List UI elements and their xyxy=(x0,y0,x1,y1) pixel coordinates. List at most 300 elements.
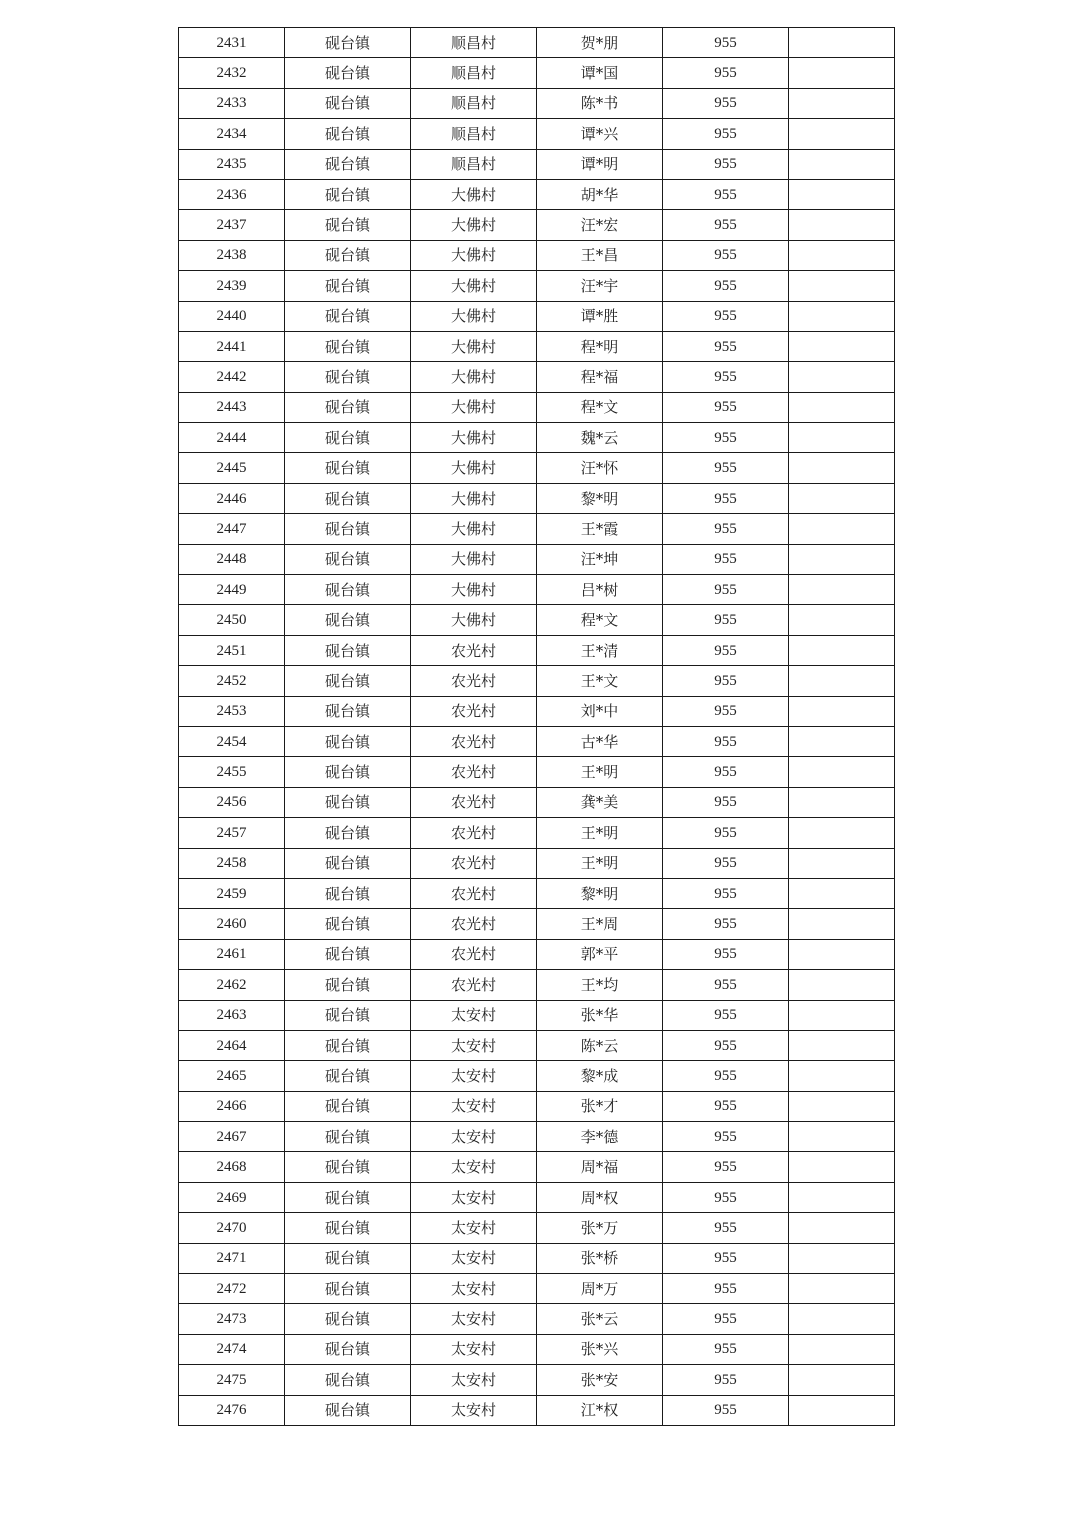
cell-amount: 955 xyxy=(663,483,789,513)
cell-village: 太安村 xyxy=(411,1395,537,1425)
cell-amount: 955 xyxy=(663,1091,789,1121)
cell-note xyxy=(789,605,895,635)
table-row xyxy=(179,1395,895,1425)
cell-amount: 955 xyxy=(663,149,789,179)
cell-note xyxy=(789,1182,895,1212)
cell-note xyxy=(789,1091,895,1121)
cell-name: 谭*明 xyxy=(537,149,663,179)
cell-amount: 955 xyxy=(663,1243,789,1273)
cell-town: 砚台镇 xyxy=(285,1091,411,1121)
cell-note xyxy=(789,635,895,665)
table-row xyxy=(179,1061,895,1091)
cell-village: 大佛村 xyxy=(411,362,537,392)
cell-serial-number: 2458 xyxy=(179,848,285,878)
cell-name: 程*文 xyxy=(537,392,663,422)
table-row xyxy=(179,666,895,696)
cell-name: 周*福 xyxy=(537,1152,663,1182)
cell-town: 砚台镇 xyxy=(285,1365,411,1395)
cell-amount: 955 xyxy=(663,1152,789,1182)
table-row xyxy=(179,1334,895,1364)
cell-serial-number: 2438 xyxy=(179,240,285,270)
cell-town: 砚台镇 xyxy=(285,575,411,605)
table-row xyxy=(179,119,895,149)
table-row xyxy=(179,58,895,88)
table-row xyxy=(179,1000,895,1030)
cell-amount: 955 xyxy=(663,423,789,453)
cell-name: 黎*明 xyxy=(537,483,663,513)
cell-amount: 955 xyxy=(663,331,789,361)
cell-name: 汪*宏 xyxy=(537,210,663,240)
cell-name: 张*桥 xyxy=(537,1243,663,1273)
cell-serial-number: 2449 xyxy=(179,575,285,605)
cell-town: 砚台镇 xyxy=(285,1334,411,1364)
cell-note xyxy=(789,1395,895,1425)
cell-note xyxy=(789,696,895,726)
cell-village: 农光村 xyxy=(411,970,537,1000)
cell-town: 砚台镇 xyxy=(285,179,411,209)
cell-name: 汪*怀 xyxy=(537,453,663,483)
cell-serial-number: 2440 xyxy=(179,301,285,331)
cell-town: 砚台镇 xyxy=(285,119,411,149)
cell-village: 太安村 xyxy=(411,1213,537,1243)
cell-town: 砚台镇 xyxy=(285,1152,411,1182)
cell-name: 胡*华 xyxy=(537,179,663,209)
table-row xyxy=(179,878,895,908)
cell-amount: 955 xyxy=(663,119,789,149)
cell-serial-number: 2471 xyxy=(179,1243,285,1273)
cell-name: 程*文 xyxy=(537,605,663,635)
cell-village: 太安村 xyxy=(411,1061,537,1091)
table-row xyxy=(179,970,895,1000)
cell-town: 砚台镇 xyxy=(285,331,411,361)
cell-note xyxy=(789,787,895,817)
cell-name: 张*兴 xyxy=(537,1334,663,1364)
cell-amount: 955 xyxy=(663,1122,789,1152)
cell-serial-number: 2462 xyxy=(179,970,285,1000)
cell-town: 砚台镇 xyxy=(285,848,411,878)
cell-serial-number: 2443 xyxy=(179,392,285,422)
cell-note xyxy=(789,1030,895,1060)
table-row xyxy=(179,1304,895,1334)
cell-serial-number: 2464 xyxy=(179,1030,285,1060)
cell-serial-number: 2457 xyxy=(179,818,285,848)
cell-note xyxy=(789,757,895,787)
cell-note xyxy=(789,1061,895,1091)
cell-name: 王*明 xyxy=(537,848,663,878)
cell-note xyxy=(789,271,895,301)
cell-note xyxy=(789,544,895,574)
cell-note xyxy=(789,240,895,270)
cell-serial-number: 2445 xyxy=(179,453,285,483)
cell-town: 砚台镇 xyxy=(285,1061,411,1091)
cell-name: 陈*书 xyxy=(537,88,663,118)
cell-note xyxy=(789,848,895,878)
cell-serial-number: 2463 xyxy=(179,1000,285,1030)
cell-name: 龚*美 xyxy=(537,787,663,817)
cell-name: 张*云 xyxy=(537,1304,663,1334)
cell-village: 太安村 xyxy=(411,1243,537,1273)
cell-note xyxy=(789,119,895,149)
cell-amount: 955 xyxy=(663,1182,789,1212)
cell-village: 顺昌村 xyxy=(411,119,537,149)
cell-amount: 955 xyxy=(663,544,789,574)
cell-village: 太安村 xyxy=(411,1030,537,1060)
cell-note xyxy=(789,1274,895,1304)
cell-amount: 955 xyxy=(663,1061,789,1091)
cell-town: 砚台镇 xyxy=(285,605,411,635)
cell-note xyxy=(789,1000,895,1030)
cell-amount: 955 xyxy=(663,939,789,969)
cell-town: 砚台镇 xyxy=(285,149,411,179)
cell-town: 砚台镇 xyxy=(285,423,411,453)
cell-name: 张*华 xyxy=(537,1000,663,1030)
cell-serial-number: 2433 xyxy=(179,88,285,118)
cell-serial-number: 2472 xyxy=(179,1274,285,1304)
table-row xyxy=(179,787,895,817)
cell-town: 砚台镇 xyxy=(285,1182,411,1212)
table-row xyxy=(179,179,895,209)
cell-note xyxy=(789,453,895,483)
cell-amount: 955 xyxy=(663,970,789,1000)
cell-village: 太安村 xyxy=(411,1365,537,1395)
cell-village: 农光村 xyxy=(411,726,537,756)
cell-village: 大佛村 xyxy=(411,240,537,270)
cell-amount: 955 xyxy=(663,1365,789,1395)
cell-serial-number: 2466 xyxy=(179,1091,285,1121)
cell-amount: 955 xyxy=(663,878,789,908)
cell-serial-number: 2441 xyxy=(179,331,285,361)
cell-town: 砚台镇 xyxy=(285,696,411,726)
cell-serial-number: 2444 xyxy=(179,423,285,453)
cell-note xyxy=(789,666,895,696)
table-row xyxy=(179,544,895,574)
cell-serial-number: 2454 xyxy=(179,726,285,756)
cell-amount: 955 xyxy=(663,666,789,696)
cell-amount: 955 xyxy=(663,1000,789,1030)
table-row xyxy=(179,1182,895,1212)
cell-amount: 955 xyxy=(663,635,789,665)
cell-note xyxy=(789,1365,895,1395)
cell-amount: 955 xyxy=(663,787,789,817)
table-row xyxy=(179,423,895,453)
table-row xyxy=(179,696,895,726)
table-row xyxy=(179,301,895,331)
cell-amount: 955 xyxy=(663,757,789,787)
cell-amount: 955 xyxy=(663,1213,789,1243)
cell-amount: 955 xyxy=(663,696,789,726)
cell-town: 砚台镇 xyxy=(285,210,411,240)
cell-town: 砚台镇 xyxy=(285,483,411,513)
cell-village: 大佛村 xyxy=(411,544,537,574)
cell-name: 汪*宇 xyxy=(537,271,663,301)
cell-name: 郭*平 xyxy=(537,939,663,969)
cell-note xyxy=(789,1304,895,1334)
cell-note xyxy=(789,179,895,209)
cell-town: 砚台镇 xyxy=(285,635,411,665)
table-row xyxy=(179,909,895,939)
cell-town: 砚台镇 xyxy=(285,271,411,301)
cell-note xyxy=(789,514,895,544)
cell-serial-number: 2476 xyxy=(179,1395,285,1425)
cell-town: 砚台镇 xyxy=(285,878,411,908)
cell-serial-number: 2468 xyxy=(179,1152,285,1182)
cell-town: 砚台镇 xyxy=(285,453,411,483)
cell-amount: 955 xyxy=(663,88,789,118)
cell-name: 王*霞 xyxy=(537,514,663,544)
cell-note xyxy=(789,149,895,179)
cell-serial-number: 2453 xyxy=(179,696,285,726)
cell-village: 太安村 xyxy=(411,1152,537,1182)
cell-serial-number: 2469 xyxy=(179,1182,285,1212)
cell-amount: 955 xyxy=(663,1304,789,1334)
table-row xyxy=(179,1152,895,1182)
cell-town: 砚台镇 xyxy=(285,787,411,817)
cell-name: 王*文 xyxy=(537,666,663,696)
cell-village: 大佛村 xyxy=(411,301,537,331)
cell-name: 黎*成 xyxy=(537,1061,663,1091)
cell-note xyxy=(789,88,895,118)
cell-town: 砚台镇 xyxy=(285,1304,411,1334)
cell-village: 太安村 xyxy=(411,1091,537,1121)
cell-amount: 955 xyxy=(663,392,789,422)
cell-village: 顺昌村 xyxy=(411,149,537,179)
table-row xyxy=(179,362,895,392)
cell-note xyxy=(789,909,895,939)
cell-amount: 955 xyxy=(663,818,789,848)
cell-note xyxy=(789,878,895,908)
cell-name: 程*明 xyxy=(537,331,663,361)
cell-village: 大佛村 xyxy=(411,514,537,544)
table-row xyxy=(179,818,895,848)
cell-town: 砚台镇 xyxy=(285,301,411,331)
cell-town: 砚台镇 xyxy=(285,1213,411,1243)
cell-name: 黎*明 xyxy=(537,878,663,908)
cell-village: 大佛村 xyxy=(411,179,537,209)
cell-village: 大佛村 xyxy=(411,575,537,605)
cell-serial-number: 2460 xyxy=(179,909,285,939)
cell-village: 农光村 xyxy=(411,818,537,848)
cell-serial-number: 2467 xyxy=(179,1122,285,1152)
cell-town: 砚台镇 xyxy=(285,362,411,392)
table-row xyxy=(179,28,895,58)
cell-serial-number: 2439 xyxy=(179,271,285,301)
cell-serial-number: 2455 xyxy=(179,757,285,787)
cell-note xyxy=(789,1334,895,1364)
cell-name: 张*万 xyxy=(537,1213,663,1243)
cell-note xyxy=(789,301,895,331)
cell-note xyxy=(789,483,895,513)
cell-town: 砚台镇 xyxy=(285,88,411,118)
cell-serial-number: 2452 xyxy=(179,666,285,696)
roster-table xyxy=(178,27,895,1426)
cell-town: 砚台镇 xyxy=(285,58,411,88)
cell-village: 顺昌村 xyxy=(411,28,537,58)
roster-table-body xyxy=(179,28,895,1426)
cell-town: 砚台镇 xyxy=(285,818,411,848)
cell-name: 张*才 xyxy=(537,1091,663,1121)
cell-name: 江*权 xyxy=(537,1395,663,1425)
table-row xyxy=(179,848,895,878)
cell-name: 王*明 xyxy=(537,757,663,787)
cell-village: 顺昌村 xyxy=(411,58,537,88)
cell-serial-number: 2442 xyxy=(179,362,285,392)
cell-town: 砚台镇 xyxy=(285,240,411,270)
cell-village: 大佛村 xyxy=(411,483,537,513)
cell-town: 砚台镇 xyxy=(285,1122,411,1152)
cell-name: 古*华 xyxy=(537,726,663,756)
cell-town: 砚台镇 xyxy=(285,1395,411,1425)
cell-amount: 955 xyxy=(663,362,789,392)
table-row xyxy=(179,1243,895,1273)
cell-serial-number: 2456 xyxy=(179,787,285,817)
cell-village: 大佛村 xyxy=(411,271,537,301)
cell-amount: 955 xyxy=(663,1334,789,1364)
cell-village: 农光村 xyxy=(411,757,537,787)
cell-note xyxy=(789,575,895,605)
cell-town: 砚台镇 xyxy=(285,1030,411,1060)
cell-village: 农光村 xyxy=(411,878,537,908)
cell-village: 大佛村 xyxy=(411,392,537,422)
cell-amount: 955 xyxy=(663,240,789,270)
cell-village: 太安村 xyxy=(411,1000,537,1030)
cell-note xyxy=(789,331,895,361)
cell-amount: 955 xyxy=(663,58,789,88)
cell-note xyxy=(789,1122,895,1152)
table-row xyxy=(179,149,895,179)
cell-serial-number: 2432 xyxy=(179,58,285,88)
cell-note xyxy=(789,392,895,422)
cell-town: 砚台镇 xyxy=(285,666,411,696)
cell-amount: 955 xyxy=(663,575,789,605)
table-row xyxy=(179,331,895,361)
cell-town: 砚台镇 xyxy=(285,1000,411,1030)
cell-name: 谭*国 xyxy=(537,58,663,88)
cell-name: 汪*坤 xyxy=(537,544,663,574)
cell-town: 砚台镇 xyxy=(285,544,411,574)
cell-name: 周*万 xyxy=(537,1274,663,1304)
cell-note xyxy=(789,939,895,969)
cell-town: 砚台镇 xyxy=(285,1274,411,1304)
cell-note xyxy=(789,970,895,1000)
cell-name: 周*权 xyxy=(537,1182,663,1212)
cell-village: 太安村 xyxy=(411,1182,537,1212)
cell-village: 农光村 xyxy=(411,909,537,939)
cell-serial-number: 2434 xyxy=(179,119,285,149)
cell-amount: 955 xyxy=(663,210,789,240)
table-row xyxy=(179,939,895,969)
table-row xyxy=(179,757,895,787)
cell-name: 王*周 xyxy=(537,909,663,939)
table-row xyxy=(179,605,895,635)
cell-name: 张*安 xyxy=(537,1365,663,1395)
cell-name: 程*福 xyxy=(537,362,663,392)
cell-town: 砚台镇 xyxy=(285,1243,411,1273)
cell-amount: 955 xyxy=(663,271,789,301)
cell-name: 陈*云 xyxy=(537,1030,663,1060)
cell-note xyxy=(789,58,895,88)
cell-village: 顺昌村 xyxy=(411,88,537,118)
table-row xyxy=(179,271,895,301)
table-row xyxy=(179,88,895,118)
cell-village: 太安村 xyxy=(411,1274,537,1304)
cell-amount: 955 xyxy=(663,514,789,544)
table-row xyxy=(179,392,895,422)
cell-name: 吕*树 xyxy=(537,575,663,605)
cell-serial-number: 2465 xyxy=(179,1061,285,1091)
cell-amount: 955 xyxy=(663,301,789,331)
table-row xyxy=(179,1365,895,1395)
cell-town: 砚台镇 xyxy=(285,939,411,969)
cell-town: 砚台镇 xyxy=(285,909,411,939)
cell-note xyxy=(789,1243,895,1273)
cell-amount: 955 xyxy=(663,1030,789,1060)
cell-serial-number: 2447 xyxy=(179,514,285,544)
table-row xyxy=(179,240,895,270)
cell-note xyxy=(789,210,895,240)
cell-town: 砚台镇 xyxy=(285,726,411,756)
cell-amount: 955 xyxy=(663,28,789,58)
cell-village: 大佛村 xyxy=(411,331,537,361)
cell-serial-number: 2461 xyxy=(179,939,285,969)
table-row xyxy=(179,1274,895,1304)
table-row xyxy=(179,453,895,483)
cell-note xyxy=(789,726,895,756)
cell-serial-number: 2459 xyxy=(179,878,285,908)
cell-serial-number: 2431 xyxy=(179,28,285,58)
cell-town: 砚台镇 xyxy=(285,514,411,544)
cell-name: 王*昌 xyxy=(537,240,663,270)
table-row xyxy=(179,1030,895,1060)
cell-amount: 955 xyxy=(663,179,789,209)
table-row xyxy=(179,1091,895,1121)
cell-town: 砚台镇 xyxy=(285,28,411,58)
cell-village: 农光村 xyxy=(411,787,537,817)
cell-village: 大佛村 xyxy=(411,423,537,453)
cell-village: 太安村 xyxy=(411,1122,537,1152)
cell-serial-number: 2437 xyxy=(179,210,285,240)
cell-serial-number: 2448 xyxy=(179,544,285,574)
cell-village: 大佛村 xyxy=(411,210,537,240)
cell-note xyxy=(789,1152,895,1182)
cell-serial-number: 2470 xyxy=(179,1213,285,1243)
cell-serial-number: 2436 xyxy=(179,179,285,209)
cell-village: 太安村 xyxy=(411,1334,537,1364)
cell-name: 魏*云 xyxy=(537,423,663,453)
table-row xyxy=(179,635,895,665)
cell-serial-number: 2435 xyxy=(179,149,285,179)
cell-town: 砚台镇 xyxy=(285,970,411,1000)
cell-town: 砚台镇 xyxy=(285,757,411,787)
cell-note xyxy=(789,1213,895,1243)
table-row xyxy=(179,575,895,605)
table-row xyxy=(179,1213,895,1243)
cell-name: 王*清 xyxy=(537,635,663,665)
cell-amount: 955 xyxy=(663,605,789,635)
cell-village: 农光村 xyxy=(411,696,537,726)
table-row xyxy=(179,514,895,544)
cell-amount: 955 xyxy=(663,909,789,939)
table-row xyxy=(179,210,895,240)
cell-serial-number: 2446 xyxy=(179,483,285,513)
table-row xyxy=(179,483,895,513)
cell-amount: 955 xyxy=(663,726,789,756)
cell-serial-number: 2473 xyxy=(179,1304,285,1334)
cell-amount: 955 xyxy=(663,1395,789,1425)
cell-village: 大佛村 xyxy=(411,453,537,483)
cell-note xyxy=(789,28,895,58)
table-row xyxy=(179,726,895,756)
cell-note xyxy=(789,423,895,453)
